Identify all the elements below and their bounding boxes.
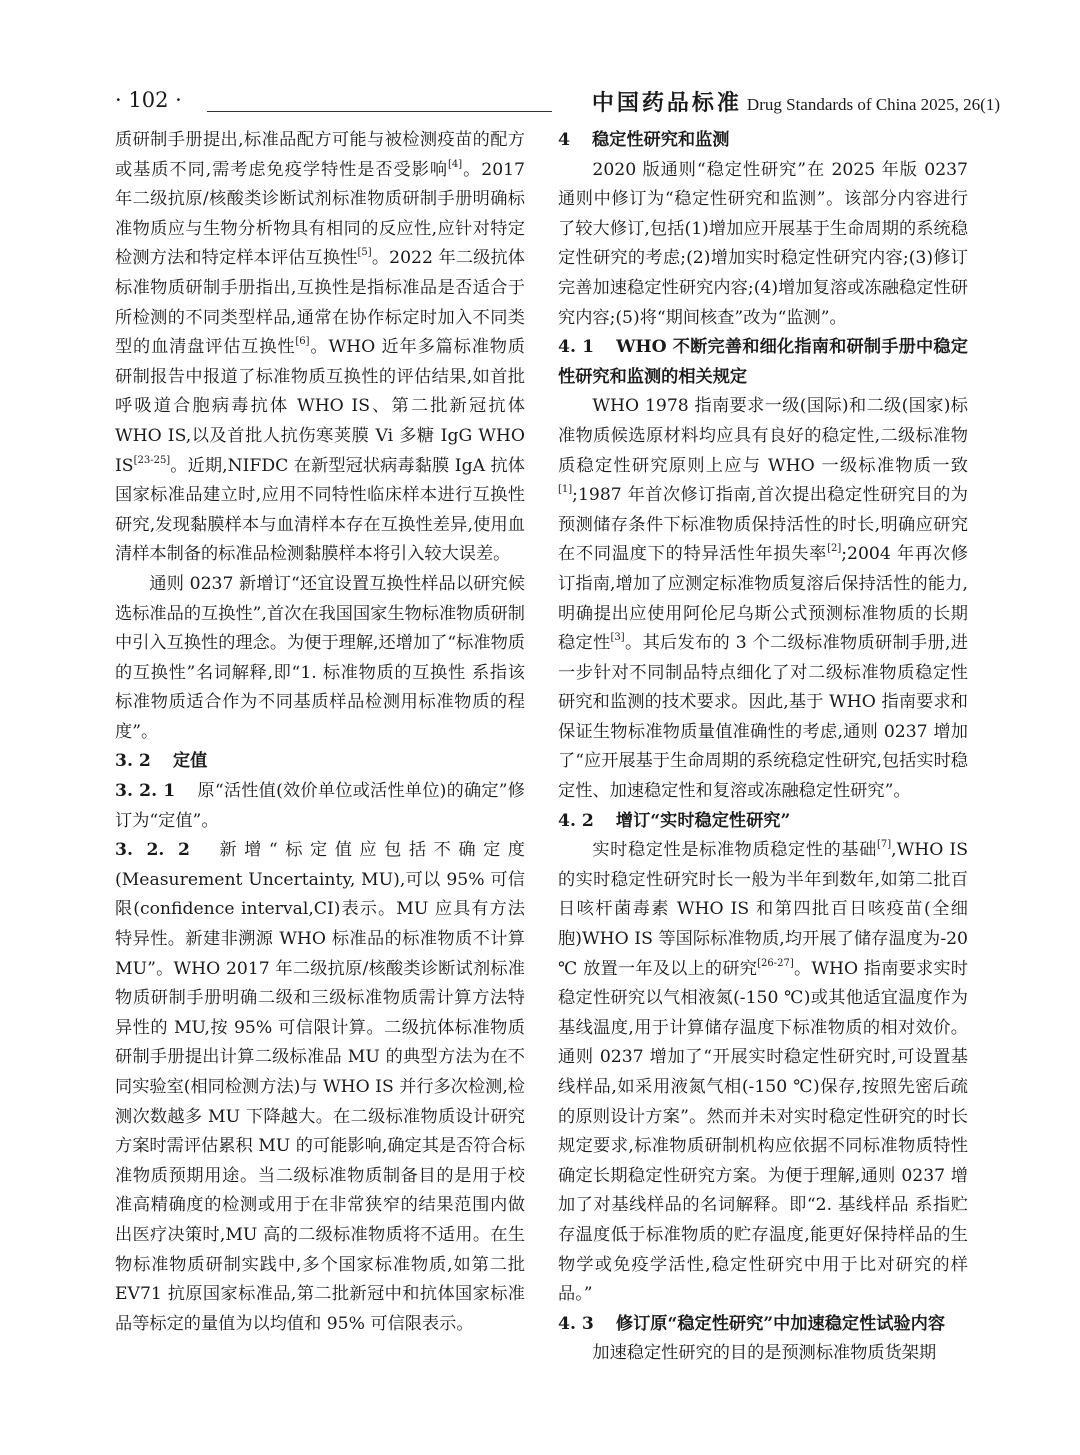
text-run: ;2004 年再次修订指南,增加了应测定标准物质复溶后保持活性的能力,明确提出应使用阿伦尼乌斯公式预测标准物质的长期稳定性: [558, 544, 968, 654]
right-column: [558, 126, 968, 1369]
section-number: 3. 2: [115, 751, 151, 772]
text-run: 增订“实时稳定性研究”: [615, 810, 791, 831]
section-heading: [115, 836, 525, 1339]
section-heading: [558, 807, 968, 837]
paragraph: [115, 570, 525, 748]
page-number: · 102 ·: [115, 88, 182, 112]
section-heading: [115, 747, 525, 777]
section-number: 4. 2: [558, 810, 594, 831]
section-heading: [558, 126, 968, 156]
citation: [1]: [558, 484, 573, 496]
text-run: 。2022 年二级抗体标准物质研制手册指出,互换性是指标准品是否适合于所检测的不同类型样品,通常在协作标定时加入不同类型的血清盘评估互换性: [115, 248, 525, 358]
text-run: 。近期,NIFDC 在新型冠状病毒黏膜 IgA 抗体国家标准品建立时,应用不同特性临床样本进行互换性研究,发现黏膜样本与血清样本存在互换性差异,使用血清样本制备的标准品检测黏膜样本将引入较大误差。: [115, 455, 525, 565]
text-run: 原“活性值(效价单位或活性单位)的确定”修订为“定值”。: [115, 781, 525, 831]
citation: [26-27]: [757, 957, 794, 969]
text-run: 新增“标定值应包括不确定度(Measurement Uncertainty, MU),可以 95% 可信限(confidence interval,CI)表示。MU 应具有方法特异性。新建非溯源 WHO 标准品的标准物质不计算 MU”。WHO 2017 年二级抗原/核酸类诊断试剂标准物质研制手册明确二级和三级标准物质需计算方法特异性的 MU,按 95% 可信限计算。二级抗体标准物质研制手册提出计算二级标准品 MU 的典型方法为在不同实验室(相同检测方法)与 WHO IS 并行多次检测,检测次数越多 MU 下降越大。在二级标准物质设计研究方案时需评估累积 MU 的可能影响,确定其是否符合标准物质预期用途。当二级标准物质制备目的是用于校准高精确度的检测或用于在非常狭窄的结果范围内做出医疗决策时,MU 高的二级标准物质将不适用。在生物标准物质研制实践中,多个国家标准物质,如第二批 EV71 抗原国家标准品,第二批新冠中和抗体国家标准品等标定的量值为以均值和 95% 可信限表示。: [115, 840, 525, 1334]
paragraph: [558, 156, 968, 334]
text-run: 实时稳定性是标准物质稳定性的基础: [592, 840, 877, 861]
section-number: 4. 3: [558, 1313, 594, 1334]
paragraph: [558, 1339, 968, 1369]
section-number: 4. 1: [558, 337, 595, 358]
journal-title-cn: 中国药品标准: [591, 90, 742, 116]
citation: [2]: [827, 543, 842, 555]
citation: [7]: [876, 839, 892, 851]
text-run: 通则 0237 新增订“还宜设置互换性样品以研究候选标准品的互换性”,首次在我国国家生物标准物质研制中引入互换性的理念。为便于理解,还增加了“标准物质的互换性”名词解释,即“1. 标准物质的互换性 系指该标准物质适合作为不同基质样品检测用标准物质的程度”。: [115, 573, 525, 742]
text-run: 质研制手册提出,标准品配方可能与被检测疫苗的配方或基质不同,需考虑免疫学特性是否受影响: [115, 130, 525, 180]
citation: [6]: [295, 336, 310, 348]
citation: [5]: [357, 247, 372, 259]
text-run: 2020 版通则“稳定性研究”在 2025 年版 0237 通则中修订为“稳定性研究和监测”。该部分内容进行了较大修订,包括(1)增加应开展基于生命周期的系统稳定性研究的考虑;(2)增加实时稳定性研究内容;(3)修订完善加速稳定性研究内容;(4)增加复溶或冻融稳定性研究内容;(5)将“期间核查”改为“监测”。: [558, 159, 968, 328]
text-run: 。WHO 近年多篇标准物质研制报告中报道了标准物质互换性的评估结果,如首批呼吸道合胞病毒抗体 WHO IS、第二批新冠抗体 WHO IS,以及首批人抗伤寒荚膜 Vi 多糖 IgG WHO IS: [115, 337, 525, 476]
running-header: [115, 88, 1000, 116]
paragraph: [115, 126, 525, 570]
text-run: ;1987 年首次修订指南,首次提出稳定性研究目的为预测储存条件下标准物质保持活性的时长,明确应研究在不同温度下的特异活性年损失率: [558, 485, 968, 565]
journal-title-en: Drug Standards of China 2025, 26(1): [746, 95, 1000, 114]
section-heading: [558, 333, 968, 392]
text-run: 。WHO 指南要求实时稳定性研究以气相液氮(-150 ℃)或其他适宜温度作为基线温度,用于计算储存温度下标准物质的相对效价。通则 0237 增加了“开展实时稳定性研究时,可设置基线样品,如采用液氮气相(-150 ℃)保存,按照先密后疏的原则设计方案”。然而并未对实时稳定性研究的时长规定要求,标准物质研制机构应依据不同标准物质特性确定长期稳定性研究方案。为便于理解,通则 0237 增加了对基线样品的名词解释。即“2. 基线样品 系指贮存温度低于标准物质的贮存温度,能更好保持样品的生物学或免疫学活性,稳定性研究中用于比对研究的样品。”: [558, 958, 968, 1305]
citation: [23-25]: [133, 454, 171, 466]
left-column: [115, 126, 525, 1339]
paragraph: [558, 836, 968, 1310]
section-heading: [115, 777, 525, 836]
text-run: 加速稳定性研究的目的是预测标准物质货架期: [592, 1343, 937, 1364]
section-number: 3. 2. 1: [115, 781, 176, 802]
text-run: 。2017 年二级抗原/核酸类诊断试剂标准物质研制手册明确标准物质应与生物分析物具有相同的反应性,应针对特定检测方法和特定样本评估互换性: [115, 159, 525, 269]
text-run: 。其后发布的 3 个二级标准物质研制手册,进一步针对不同制品特点细化了对二级标准物质稳定性研究和监测的技术要求。因此,基于 WHO 指南要求和保证生物标准物质量值准确性的考虑,通则 0237 增加了“应开展基于生命周期的系统稳定性研究,包括实时稳定性、加速稳定性和复溶或冻融稳定性研究”。: [558, 633, 968, 802]
citation: [3]: [610, 632, 625, 644]
text-run: WHO 不断完善和细化指南和研制手册中稳定性研究和监测的相关规定: [558, 337, 968, 387]
text-run: 稳定性研究和监测: [591, 130, 730, 150]
section-number: 4: [558, 130, 570, 150]
section-heading: [558, 1310, 968, 1340]
paragraph: [558, 392, 968, 806]
citation: [4]: [447, 158, 463, 170]
text-run: WHO 1978 指南要求一级(国际)和二级(国家)标准物质候选原材料均应具有良好的稳定性,二级标准物质稳定性研究原则上应与 WHO 一级标准物质一致: [558, 396, 968, 476]
section-number: 3. 2. 2: [115, 840, 190, 861]
text-run: 修订原“稳定性研究”中加速稳定性试验内容: [615, 1313, 946, 1334]
header-rule: [207, 111, 552, 112]
text-run: ,WHO IS 的实时稳定性研究时长一般为半年到数年,如第二批百日咳杆菌毒素 WHO IS 和第四批百日咳疫苗(全细胞)WHO IS 等国际标准物质,均开展了储存温度为-20 ℃ 放置一年及以上的研究: [558, 840, 968, 979]
text-run: 定值: [172, 751, 208, 772]
journal-title: [592, 86, 1000, 117]
